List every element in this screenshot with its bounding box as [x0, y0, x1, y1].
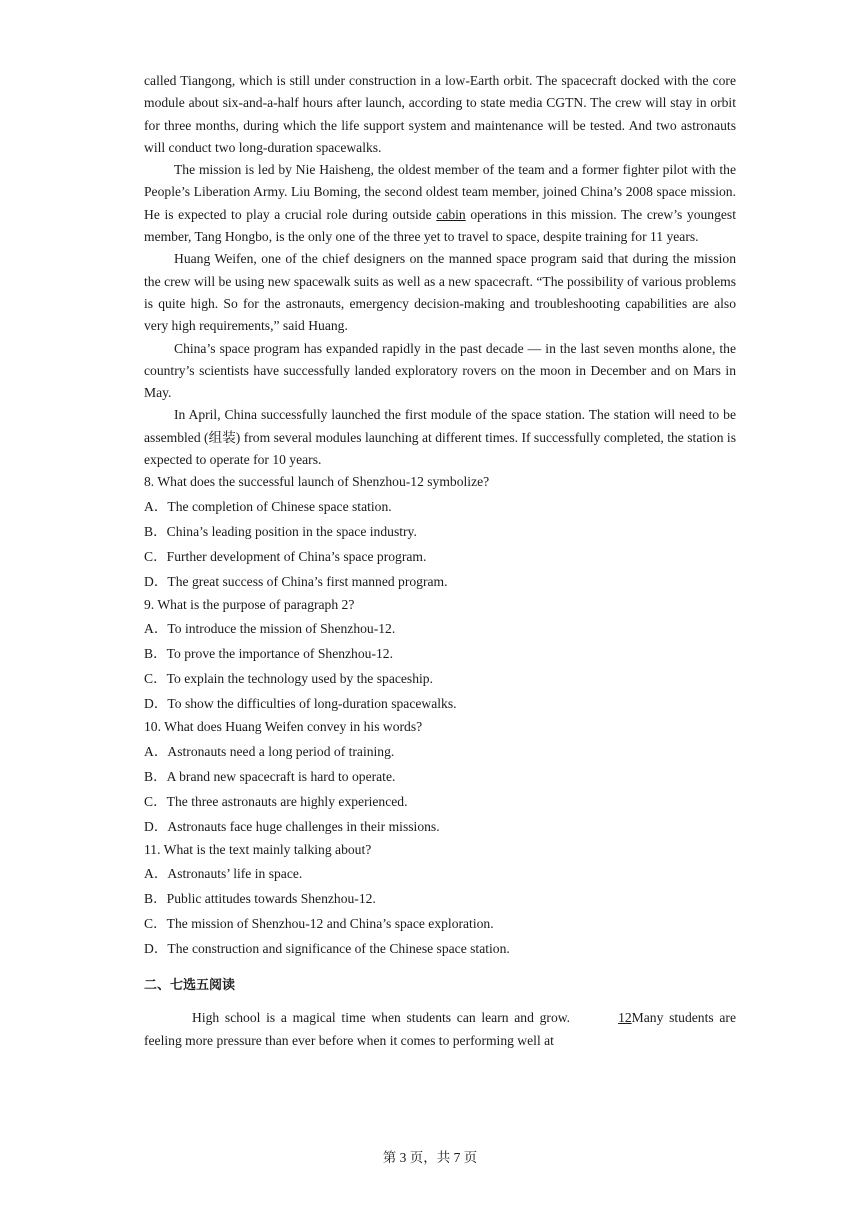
question-11: [144, 839, 736, 962]
option-b: B．A brand new spacecraft is hard to operate.: [144, 768, 396, 784]
question-9: [144, 594, 736, 717]
paragraph-1: called Tiangong, which is still under construction in a low-Earth orbit. The spacecraft docked with the core module about six-and-a-half hours after launch, according to state media CGTN. The crew will stay in orbit for three months, during which the life support system and maintenance will be tested. And two astronauts will conduct two long-duration spacewalks.: [144, 73, 736, 155]
question-stem: 10. What does Huang Weifen convey in his words?: [144, 719, 423, 735]
option-d: D．To show the difficulties of long-duration spacewalks.: [144, 696, 457, 712]
paragraph-4: China’s space program has expanded rapidly in the past decade — in the last seven months alone, the country’s scientists have successfully landed exploratory rovers on the moon in December and on Mars in May.: [144, 340, 736, 401]
option-d: D．Astronauts face huge challenges in their missions.: [144, 818, 440, 834]
option-d: D．The great success of China’s first manned program.: [144, 573, 448, 589]
paragraph-3: Huang Weifen, one of the chief designers on the manned space program said that during the mission the crew will be using new spacewalk suits as well as a new spacecraft. “The possibility of various problems is quite high. So for the astronauts, emergency decision-making and troubleshooting capabilities are also very high requirements,” said Huang.: [144, 251, 736, 334]
option-b: B．Public attitudes towards Shenzhou-12.: [144, 891, 376, 907]
option-c: C．The mission of Shenzhou-12 and China’s space exploration.: [144, 916, 494, 932]
question-stem: 8. What does the successful launch of Shenzhou-12 symbolize?: [144, 474, 490, 490]
question-10: [144, 716, 736, 839]
option-a: A．Astronauts need a long period of training.: [144, 743, 395, 759]
page-footer: 第 3 页，共 7 页: [382, 1150, 478, 1165]
question-stem: 11. What is the text mainly talking about?: [144, 841, 372, 857]
answer-blank: 12: [618, 1010, 632, 1026]
option-c: C．The three astronauts are highly experienced.: [144, 793, 408, 809]
section-2-text-a: High school is a magical time when students can learn and grow.: [192, 1010, 571, 1026]
option-c: C．To explain the technology used by the spaceship.: [144, 671, 433, 687]
option-c: C．Further development of China’s space program.: [144, 548, 427, 564]
paragraph-2-text-a: The mission is led by Nie Haisheng, the oldest member of the team and a former fighter pilot with the People’s Liberation Army. Liu Boming, the second oldest team member, joined China’s 2008 space mission. He is expected to play a crucial role during outside: [144, 162, 736, 222]
option-a: A．The completion of Chinese space station.: [144, 498, 392, 514]
option-a: A．To introduce the mission of Shenzhou-12.: [144, 621, 396, 637]
option-a: A．Astronauts’ life in space.: [144, 866, 303, 882]
section-2-paragraph: [144, 1007, 736, 1052]
option-d: D．The construction and significance of the Chinese space station.: [144, 941, 510, 957]
option-b: B．China’s leading position in the space industry.: [144, 523, 417, 539]
paragraph-5: In April, China successfully launched the first module of the space station. The station will need to be assembled (组装) from several modules launching at different times. If successfully completed, the station is expected to operate for 10 years.: [144, 407, 736, 468]
section-heading: 二、七选五阅读: [144, 978, 236, 994]
question-8: [144, 471, 736, 594]
section-2-text-b: Many students are feeling more pressure than ever before when it comes to performing well at: [144, 1010, 736, 1048]
option-b: B．To prove the importance of Shenzhou-12.: [144, 646, 393, 662]
document-page: [144, 70, 736, 1052]
paragraph-2-text-b: operations in this mission. The crew’s youngest member, Tang Hongbo, is the only one of the three yet to travel to space, despite training for 11 years.: [144, 206, 736, 245]
paragraph-2: [144, 159, 736, 248]
underlined-word: cabin: [436, 206, 466, 222]
question-stem: 9. What is the purpose of paragraph 2?: [144, 596, 355, 612]
